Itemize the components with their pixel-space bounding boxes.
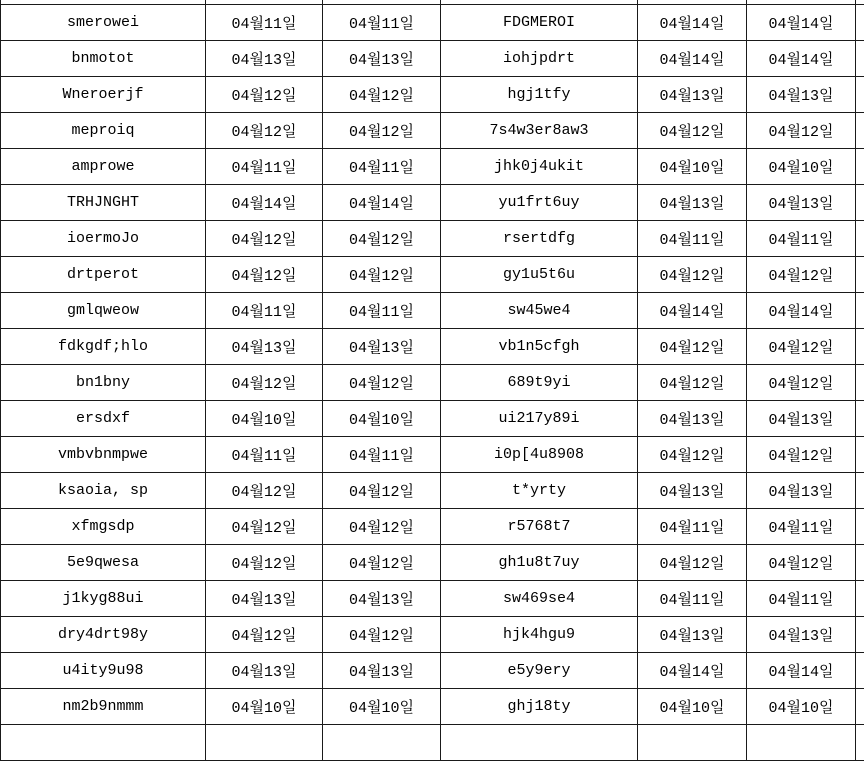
cell[interactable] <box>747 725 856 761</box>
cell[interactable]: 04월13일 <box>206 581 323 617</box>
cell[interactable] <box>441 725 638 761</box>
cell[interactable]: ksaoia, sp <box>1 473 206 509</box>
cell[interactable]: xfmgsdp <box>1 509 206 545</box>
cell[interactable]: ersdxf <box>1 401 206 437</box>
cell[interactable]: FDGMEROI <box>441 5 638 41</box>
cell[interactable] <box>856 113 864 149</box>
cell[interactable]: nm2b9nmmm <box>1 689 206 725</box>
table-row <box>1 401 864 437</box>
cell[interactable]: 04월13일 <box>323 653 441 689</box>
cell[interactable]: 7s4w3er8aw3 <box>441 113 638 149</box>
cell[interactable]: rsertdfg <box>441 221 638 257</box>
cell[interactable]: hjk4hgu9 <box>441 617 638 653</box>
cell[interactable]: 04월12일 <box>323 113 441 149</box>
cell[interactable]: 04월13일 <box>323 329 441 365</box>
cell[interactable]: Wneroerjf <box>1 77 206 113</box>
cell[interactable]: 04월11일 <box>206 149 323 185</box>
cell[interactable]: 04월14일 <box>747 653 856 689</box>
cell[interactable]: u4ity9u98 <box>1 653 206 689</box>
cell[interactable]: 04월14일 <box>747 5 856 41</box>
table-row <box>1 257 864 293</box>
cell[interactable]: bnmotot <box>1 41 206 77</box>
cell[interactable]: vb1n5cfgh <box>441 329 638 365</box>
table-body <box>1 0 864 761</box>
cell[interactable]: 04월13일 <box>747 473 856 509</box>
cell[interactable]: 04월12일 <box>638 437 747 473</box>
cell[interactable]: 04월13일 <box>323 581 441 617</box>
cell[interactable]: e5y9ery <box>441 653 638 689</box>
cell[interactable]: j1kyg88ui <box>1 581 206 617</box>
table-row <box>1 545 864 581</box>
cell[interactable]: amprowe <box>1 149 206 185</box>
cell[interactable]: 04월12일 <box>747 437 856 473</box>
cell[interactable]: 04월11일 <box>323 149 441 185</box>
cell[interactable]: 04월10일 <box>206 401 323 437</box>
cell[interactable]: 04월12일 <box>206 473 323 509</box>
cell[interactable]: 04월11일 <box>747 221 856 257</box>
clipped-row-bottom <box>1 725 864 761</box>
cell[interactable] <box>323 725 441 761</box>
cell[interactable]: 04월13일 <box>747 401 856 437</box>
cell[interactable]: 04월11일 <box>747 581 856 617</box>
table-row <box>1 113 864 149</box>
cell[interactable]: fdkgdf;hlo <box>1 329 206 365</box>
cell[interactable]: 04월13일 <box>206 329 323 365</box>
cell[interactable]: t*yrty <box>441 473 638 509</box>
table-row <box>1 221 864 257</box>
table-row <box>1 653 864 689</box>
cell[interactable]: 04월13일 <box>747 185 856 221</box>
cell[interactable] <box>856 725 864 761</box>
cell[interactable]: 04월12일 <box>206 365 323 401</box>
cell[interactable]: 04월14일 <box>638 5 747 41</box>
cell[interactable]: 04월10일 <box>747 689 856 725</box>
table-row <box>1 509 864 545</box>
cell[interactable]: 04월10일 <box>638 689 747 725</box>
cell[interactable]: 04월13일 <box>638 185 747 221</box>
cell[interactable]: gmlqweow <box>1 293 206 329</box>
table-row <box>1 581 864 617</box>
cell[interactable]: 04월13일 <box>638 473 747 509</box>
cell[interactable]: dry4drt98y <box>1 617 206 653</box>
cell[interactable]: 04월11일 <box>638 581 747 617</box>
cell[interactable]: 04월14일 <box>747 41 856 77</box>
cell[interactable] <box>856 41 864 77</box>
cell[interactable] <box>856 221 864 257</box>
cell[interactable]: 04월14일 <box>206 185 323 221</box>
cell[interactable]: 04월11일 <box>638 509 747 545</box>
cell[interactable]: meproiq <box>1 113 206 149</box>
cell[interactable]: 04월12일 <box>323 473 441 509</box>
cell[interactable]: 04월12일 <box>638 329 747 365</box>
cell[interactable]: ui217y89i <box>441 401 638 437</box>
cell[interactable]: yu1frt6uy <box>441 185 638 221</box>
cell[interactable]: 04월12일 <box>323 509 441 545</box>
cell[interactable]: 04월12일 <box>638 545 747 581</box>
cell[interactable]: 04월14일 <box>747 293 856 329</box>
cell[interactable]: 04월14일 <box>638 653 747 689</box>
cell[interactable] <box>856 545 864 581</box>
cell[interactable] <box>856 509 864 545</box>
cell[interactable] <box>856 365 864 401</box>
cell[interactable]: 04월12일 <box>747 113 856 149</box>
cell[interactable]: 04월12일 <box>638 113 747 149</box>
cell[interactable] <box>856 473 864 509</box>
cell[interactable]: 04월14일 <box>638 293 747 329</box>
cell[interactable] <box>856 653 864 689</box>
cell[interactable]: 04월11일 <box>323 5 441 41</box>
cell[interactable]: 04월10일 <box>206 689 323 725</box>
cell[interactable]: 04월12일 <box>323 365 441 401</box>
table-row <box>1 437 864 473</box>
cell[interactable]: 04월12일 <box>206 257 323 293</box>
cell[interactable]: drtperot <box>1 257 206 293</box>
cell[interactable]: 04월13일 <box>206 41 323 77</box>
cell[interactable]: TRHJNGHT <box>1 185 206 221</box>
cell[interactable]: 04월10일 <box>323 689 441 725</box>
cell[interactable]: jhk0j4ukit <box>441 149 638 185</box>
cell[interactable]: 04월12일 <box>206 221 323 257</box>
cell[interactable]: 04월10일 <box>747 149 856 185</box>
cell[interactable]: 04월12일 <box>747 545 856 581</box>
cell[interactable] <box>856 185 864 221</box>
cell[interactable]: 04월12일 <box>206 77 323 113</box>
cell[interactable]: 04월11일 <box>323 293 441 329</box>
cell[interactable] <box>856 329 864 365</box>
cell[interactable]: 689t9yi <box>441 365 638 401</box>
cell[interactable]: 04월12일 <box>323 617 441 653</box>
cell[interactable] <box>856 689 864 725</box>
cell[interactable]: 04월13일 <box>747 77 856 113</box>
cell[interactable]: 04월10일 <box>638 149 747 185</box>
cell[interactable]: 04월14일 <box>638 41 747 77</box>
cell[interactable]: 04월12일 <box>206 617 323 653</box>
cell[interactable]: 04월12일 <box>206 509 323 545</box>
cell[interactable]: 04월12일 <box>747 329 856 365</box>
cell[interactable]: 04월10일 <box>323 401 441 437</box>
cell[interactable]: sw469se4 <box>441 581 638 617</box>
cell[interactable] <box>856 5 864 41</box>
cell[interactable]: 04월12일 <box>323 221 441 257</box>
cell[interactable]: ghj18ty <box>441 689 638 725</box>
cell[interactable]: 04월12일 <box>638 257 747 293</box>
cell[interactable] <box>856 149 864 185</box>
cell[interactable]: 04월11일 <box>747 509 856 545</box>
cell[interactable]: 04월13일 <box>638 401 747 437</box>
cell[interactable]: 04월13일 <box>323 41 441 77</box>
cell[interactable]: 04월13일 <box>206 653 323 689</box>
table-row <box>1 617 864 653</box>
table-row <box>1 185 864 221</box>
cell[interactable]: 04월12일 <box>206 113 323 149</box>
cell[interactable]: 04월11일 <box>638 221 747 257</box>
cell[interactable]: 04월12일 <box>638 365 747 401</box>
cell[interactable] <box>856 257 864 293</box>
cell[interactable] <box>856 293 864 329</box>
cell[interactable] <box>206 725 323 761</box>
table-row <box>1 473 864 509</box>
cell[interactable] <box>856 617 864 653</box>
table-row <box>1 5 864 41</box>
cell[interactable] <box>856 581 864 617</box>
cell[interactable]: 04월12일 <box>323 257 441 293</box>
cell[interactable]: 04월13일 <box>747 617 856 653</box>
cell[interactable]: sw45we4 <box>441 293 638 329</box>
table-row <box>1 329 864 365</box>
table-row <box>1 365 864 401</box>
cell[interactable]: 04월13일 <box>638 617 747 653</box>
cell[interactable]: gh1u8t7uy <box>441 545 638 581</box>
cell[interactable]: 04월12일 <box>747 365 856 401</box>
cell[interactable]: gy1u5t6u <box>441 257 638 293</box>
cell[interactable]: 04월11일 <box>206 5 323 41</box>
cell[interactable]: 04월12일 <box>323 77 441 113</box>
cell[interactable]: 04월13일 <box>638 77 747 113</box>
cell[interactable] <box>856 77 864 113</box>
cell[interactable]: 04월12일 <box>206 545 323 581</box>
cell[interactable]: hgj1tfy <box>441 77 638 113</box>
cell[interactable]: bn1bny <box>1 365 206 401</box>
cell[interactable]: i0p[4u8908 <box>441 437 638 473</box>
cell[interactable]: 5e9qwesa <box>1 545 206 581</box>
cell[interactable] <box>638 725 747 761</box>
cell[interactable]: 04월11일 <box>323 437 441 473</box>
table-row <box>1 77 864 113</box>
cell[interactable]: vmbvbnmpwe <box>1 437 206 473</box>
cell[interactable]: 04월12일 <box>323 545 441 581</box>
cell[interactable]: 04월14일 <box>323 185 441 221</box>
cell[interactable]: 04월11일 <box>206 437 323 473</box>
cell[interactable]: 04월12일 <box>747 257 856 293</box>
cell[interactable]: r5768t7 <box>441 509 638 545</box>
cell[interactable] <box>1 725 206 761</box>
table-row <box>1 149 864 185</box>
cell[interactable]: iohjpdrt <box>441 41 638 77</box>
cell[interactable] <box>856 401 864 437</box>
table-row <box>1 689 864 725</box>
cell[interactable]: ioermoJo <box>1 221 206 257</box>
cell[interactable]: smerowei <box>1 5 206 41</box>
table-row <box>1 293 864 329</box>
table-row <box>1 41 864 77</box>
cell[interactable]: 04월11일 <box>206 293 323 329</box>
cell[interactable] <box>856 437 864 473</box>
